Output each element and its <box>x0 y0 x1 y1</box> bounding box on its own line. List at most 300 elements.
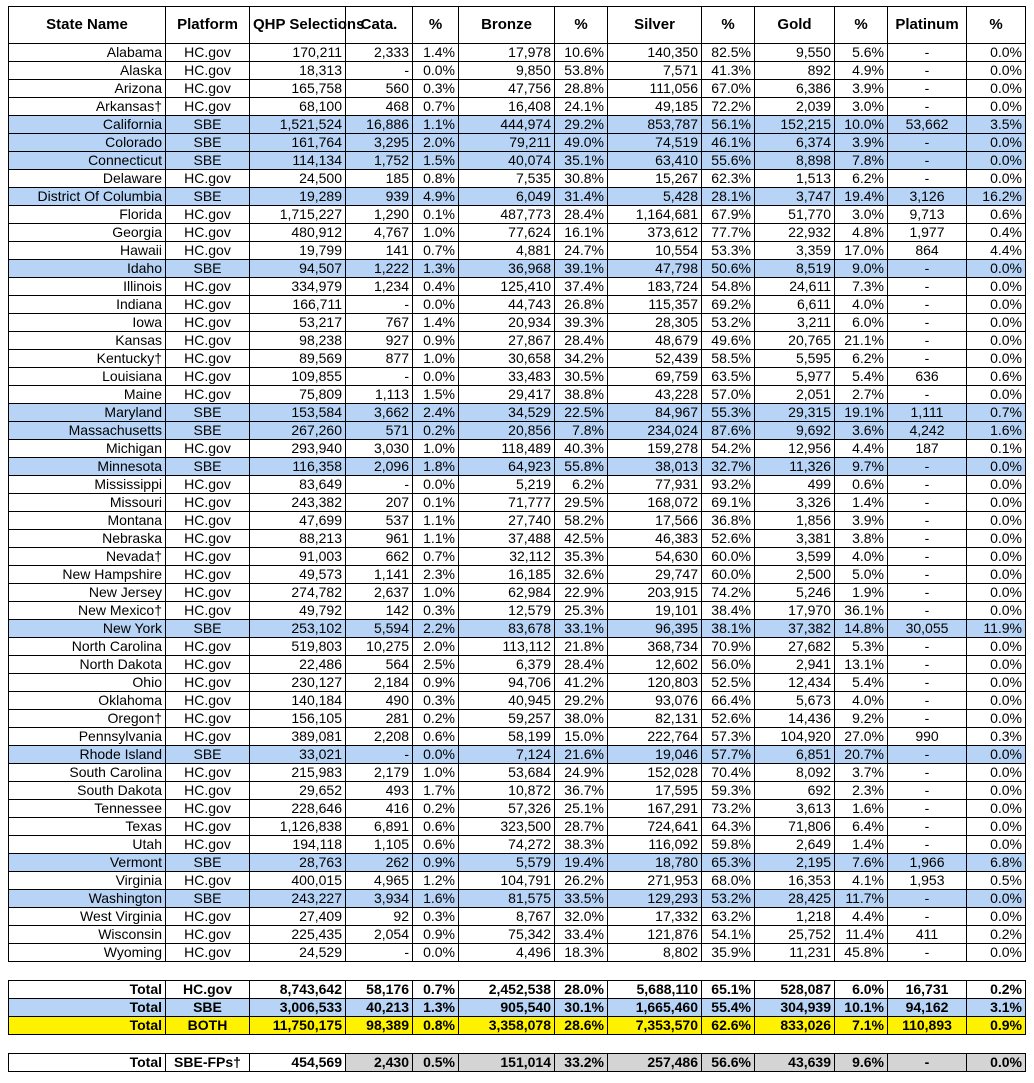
state-row <box>9 278 1026 296</box>
table-cell: 493 <box>346 782 413 800</box>
table-cell: 33,021 <box>250 746 346 764</box>
table-cell: 0.0% <box>967 62 1026 80</box>
table-cell: - <box>888 1054 967 1072</box>
table-cell: HC.gov <box>166 440 250 458</box>
table-cell: 0.0% <box>967 458 1026 476</box>
table-cell: 8,092 <box>755 764 835 782</box>
table-cell: Colorado <box>9 134 166 152</box>
table-cell: - <box>888 512 967 530</box>
table-cell: 2.7% <box>835 386 888 404</box>
table-cell: Arkansas† <box>9 98 166 116</box>
table-cell: 2,195 <box>755 854 835 872</box>
table-cell: 0.3% <box>967 728 1026 746</box>
table-cell: 56.0% <box>702 656 755 674</box>
table-cell: Michigan <box>9 440 166 458</box>
table-cell: - <box>888 656 967 674</box>
table-cell: 74.2% <box>702 584 755 602</box>
table-cell: 444,974 <box>459 116 555 134</box>
table-cell: 3,381 <box>755 530 835 548</box>
table-cell: 33.2% <box>555 1054 608 1072</box>
table-cell: 57.0% <box>702 386 755 404</box>
state-row <box>9 710 1026 728</box>
table-cell: 27,740 <box>459 512 555 530</box>
table-cell: Massachusetts <box>9 422 166 440</box>
table-cell: 411 <box>888 926 967 944</box>
table-cell: 2,637 <box>346 584 413 602</box>
table-cell: 91,003 <box>250 548 346 566</box>
table-cell: 207 <box>346 494 413 512</box>
state-row <box>9 674 1026 692</box>
table-cell: Georgia <box>9 224 166 242</box>
table-cell: 40.3% <box>555 440 608 458</box>
table-cell: BOTH <box>166 1017 250 1035</box>
table-cell: 3.8% <box>835 530 888 548</box>
table-cell: 9,713 <box>888 206 967 224</box>
table-cell: 167,291 <box>608 800 702 818</box>
table-cell: 230,127 <box>250 674 346 692</box>
table-cell: 0.0% <box>413 62 459 80</box>
table-cell: 3.0% <box>835 98 888 116</box>
table-cell: SBE <box>166 404 250 422</box>
table-cell: 281 <box>346 710 413 728</box>
table-cell: 662 <box>346 548 413 566</box>
table-cell: 927 <box>346 332 413 350</box>
table-cell: 44,743 <box>459 296 555 314</box>
table-cell: South Dakota <box>9 782 166 800</box>
table-cell: 69,759 <box>608 368 702 386</box>
table-cell: 28,425 <box>755 890 835 908</box>
table-cell: Missouri <box>9 494 166 512</box>
table-cell: 6,851 <box>755 746 835 764</box>
table-cell: 2.0% <box>413 638 459 656</box>
state-row <box>9 818 1026 836</box>
table-cell: HC.gov <box>166 512 250 530</box>
table-cell: 7.3% <box>835 278 888 296</box>
table-cell: 4,767 <box>346 224 413 242</box>
table-cell: HC.gov <box>166 656 250 674</box>
table-cell: 104,920 <box>755 728 835 746</box>
header-row <box>9 7 1026 44</box>
table-cell: 243,227 <box>250 890 346 908</box>
table-cell: 6.4% <box>835 818 888 836</box>
table-cell: SBE <box>166 422 250 440</box>
table-cell: 1,977 <box>888 224 967 242</box>
state-row <box>9 620 1026 638</box>
table-cell: 10.0% <box>835 116 888 134</box>
table-cell: 98,238 <box>250 332 346 350</box>
table-cell: HC.gov <box>166 800 250 818</box>
table-cell: 28.1% <box>702 188 755 206</box>
table-cell: 0.2% <box>967 926 1026 944</box>
table-cell: 3,030 <box>346 440 413 458</box>
table-cell: HC.gov <box>166 602 250 620</box>
table-cell: 60.0% <box>702 566 755 584</box>
table-cell: 7,571 <box>608 62 702 80</box>
table-cell: 0.9% <box>413 854 459 872</box>
table-cell: 140,350 <box>608 44 702 62</box>
table-cell: 9.2% <box>835 710 888 728</box>
table-cell: 0.0% <box>967 674 1026 692</box>
table-cell: 19.1% <box>835 404 888 422</box>
table-cell: 6.2% <box>555 476 608 494</box>
table-cell: 4,496 <box>459 944 555 962</box>
table-cell: 24,500 <box>250 170 346 188</box>
table-cell: 93,076 <box>608 692 702 710</box>
table-cell: 64.3% <box>702 818 755 836</box>
table-cell: 14.8% <box>835 620 888 638</box>
table-cell: New Jersey <box>9 584 166 602</box>
table-cell: 3,295 <box>346 134 413 152</box>
table-cell: 0.2% <box>967 981 1026 999</box>
table-cell: 38.1% <box>702 620 755 638</box>
table-cell: 1,164,681 <box>608 206 702 224</box>
table-cell: 2,096 <box>346 458 413 476</box>
table-cell: 58.5% <box>702 350 755 368</box>
table-cell: 52,439 <box>608 350 702 368</box>
table-cell: 28.4% <box>555 206 608 224</box>
table-cell: 33.5% <box>555 890 608 908</box>
table-cell: 5,594 <box>346 620 413 638</box>
table-cell: 18,780 <box>608 854 702 872</box>
table-cell: Wisconsin <box>9 926 166 944</box>
table-cell: 0.6% <box>967 368 1026 386</box>
table-cell: 0.8% <box>413 1017 459 1035</box>
table-cell: 692 <box>755 782 835 800</box>
state-row <box>9 854 1026 872</box>
table-cell: 15.0% <box>555 728 608 746</box>
table-cell: Alabama <box>9 44 166 62</box>
table-cell: 51,770 <box>755 206 835 224</box>
table-cell: 3.9% <box>835 512 888 530</box>
table-cell: 6.0% <box>835 981 888 999</box>
table-cell: 24,611 <box>755 278 835 296</box>
table-cell: 7,353,570 <box>608 1017 702 1035</box>
table-cell: 19.4% <box>555 854 608 872</box>
table-cell: 892 <box>755 62 835 80</box>
table-cell: 9,850 <box>459 62 555 80</box>
total-row <box>9 981 1026 999</box>
table-cell: 1.3% <box>413 260 459 278</box>
table-cell: 0.0% <box>967 170 1026 188</box>
table-cell: 109,855 <box>250 368 346 386</box>
table-cell: 1.1% <box>413 530 459 548</box>
table-cell: 104,791 <box>459 872 555 890</box>
table-cell: 2,333 <box>346 44 413 62</box>
column-header: Platform <box>166 7 250 44</box>
table-cell: HC.gov <box>166 674 250 692</box>
table-cell: 116,092 <box>608 836 702 854</box>
table-cell: Total <box>9 981 166 999</box>
table-cell: 151,014 <box>459 1054 555 1072</box>
table-cell: 293,940 <box>250 440 346 458</box>
table-cell: 1,752 <box>346 152 413 170</box>
table-cell: 156,105 <box>250 710 346 728</box>
table-cell: - <box>888 170 967 188</box>
table-cell: 8,743,642 <box>250 981 346 999</box>
table-cell: 3.0% <box>835 206 888 224</box>
table-cell: 0.6% <box>413 728 459 746</box>
table-cell: 0.7% <box>413 981 459 999</box>
table-cell: 0.0% <box>967 764 1026 782</box>
table-cell: 71,777 <box>459 494 555 512</box>
state-row <box>9 116 1026 134</box>
table-cell: New York <box>9 620 166 638</box>
table-cell: 2,039 <box>755 98 835 116</box>
table-cell: Arizona <box>9 80 166 98</box>
table-cell: 368,734 <box>608 638 702 656</box>
table-cell: 4.0% <box>835 296 888 314</box>
table-cell: 71,806 <box>755 818 835 836</box>
table-cell: 40,074 <box>459 152 555 170</box>
table-cell: 3,934 <box>346 890 413 908</box>
table-cell: - <box>888 692 967 710</box>
table-cell: 0.0% <box>967 476 1026 494</box>
table-cell: 10.1% <box>835 999 888 1017</box>
table-cell: 499 <box>755 476 835 494</box>
table-cell: 16.1% <box>555 224 608 242</box>
table-cell: 19.4% <box>835 188 888 206</box>
table-cell: 0.0% <box>967 800 1026 818</box>
state-row <box>9 782 1026 800</box>
table-cell: 35.3% <box>555 548 608 566</box>
table-cell: 18,313 <box>250 62 346 80</box>
table-cell: 75,809 <box>250 386 346 404</box>
table-cell: 30,658 <box>459 350 555 368</box>
table-cell: 5,977 <box>755 368 835 386</box>
table-cell: 2,452,538 <box>459 981 555 999</box>
table-cell: New Hampshire <box>9 566 166 584</box>
table-cell: 140,184 <box>250 692 346 710</box>
table-cell: 6,611 <box>755 296 835 314</box>
table-cell: 262 <box>346 854 413 872</box>
table-cell: 0.0% <box>967 548 1026 566</box>
table-cell: HC.gov <box>166 926 250 944</box>
table-cell: 36.7% <box>555 782 608 800</box>
table-cell: 170,211 <box>250 44 346 62</box>
table-cell: 38.8% <box>555 386 608 404</box>
table-cell: 11,750,175 <box>250 1017 346 1035</box>
table-cell: 257,486 <box>608 1054 702 1072</box>
table-cell: 7.6% <box>835 854 888 872</box>
table-cell: 11.7% <box>835 890 888 908</box>
table-cell: 29.5% <box>555 494 608 512</box>
table-cell: 400,015 <box>250 872 346 890</box>
table-cell: 2,051 <box>755 386 835 404</box>
table-cell: SBE <box>166 116 250 134</box>
table-cell: 1.7% <box>413 782 459 800</box>
table-cell: 480,912 <box>250 224 346 242</box>
state-row <box>9 368 1026 386</box>
table-cell: 22,486 <box>250 656 346 674</box>
table-cell: 6,379 <box>459 656 555 674</box>
state-row <box>9 296 1026 314</box>
table-cell: 48,679 <box>608 332 702 350</box>
table-cell: 22.5% <box>555 404 608 422</box>
table-cell: 55.3% <box>702 404 755 422</box>
table-cell: 1.4% <box>835 836 888 854</box>
table-cell: 1,234 <box>346 278 413 296</box>
table-cell: 38.3% <box>555 836 608 854</box>
table-cell: - <box>888 98 967 116</box>
table-cell: 4.8% <box>835 224 888 242</box>
state-row <box>9 62 1026 80</box>
table-cell: 11.9% <box>967 620 1026 638</box>
table-cell: 6,891 <box>346 818 413 836</box>
table-cell: 28,305 <box>608 314 702 332</box>
table-cell: 36,968 <box>459 260 555 278</box>
column-header: % <box>967 7 1026 44</box>
table-cell: 2,430 <box>346 1054 413 1072</box>
table-cell: 43,639 <box>755 1054 835 1072</box>
table-cell: 304,939 <box>755 999 835 1017</box>
table-cell: Connecticut <box>9 152 166 170</box>
column-header: Cata. <box>346 7 413 44</box>
table-cell: 111,056 <box>608 80 702 98</box>
table-cell: 29.2% <box>555 116 608 134</box>
table-cell: 28.7% <box>555 818 608 836</box>
table-cell: 53.2% <box>702 314 755 332</box>
table-cell: HC.gov <box>166 818 250 836</box>
total-row <box>9 1017 1026 1035</box>
table-cell: 0.0% <box>967 530 1026 548</box>
state-row <box>9 584 1026 602</box>
table-cell: 81,575 <box>459 890 555 908</box>
table-cell: 0.6% <box>835 476 888 494</box>
table-cell: Oklahoma <box>9 692 166 710</box>
fp-total-row <box>9 1054 1026 1072</box>
table-cell: 29,652 <box>250 782 346 800</box>
table-cell: 31.4% <box>555 188 608 206</box>
table-cell: 4,965 <box>346 872 413 890</box>
table-cell: 2.0% <box>413 134 459 152</box>
table-cell: 63.5% <box>702 368 755 386</box>
table-cell: HC.gov <box>166 242 250 260</box>
state-row <box>9 152 1026 170</box>
table-cell: 5.4% <box>835 368 888 386</box>
table-cell: 877 <box>346 350 413 368</box>
table-cell: 49,185 <box>608 98 702 116</box>
table-cell: 43,228 <box>608 386 702 404</box>
table-cell: Pennsylvania <box>9 728 166 746</box>
table-cell: 222,764 <box>608 728 702 746</box>
table-cell: 16,886 <box>346 116 413 134</box>
table-cell: 168,072 <box>608 494 702 512</box>
table-cell: - <box>888 746 967 764</box>
table-cell: 0.1% <box>413 206 459 224</box>
table-cell: North Dakota <box>9 656 166 674</box>
table-cell: 12,602 <box>608 656 702 674</box>
table-cell: 38.0% <box>555 710 608 728</box>
table-cell: 46.1% <box>702 134 755 152</box>
state-row <box>9 350 1026 368</box>
table-cell: 53.8% <box>555 62 608 80</box>
table-cell: 37,488 <box>459 530 555 548</box>
table-cell: 2,179 <box>346 764 413 782</box>
table-cell: 16,731 <box>888 981 967 999</box>
table-cell: California <box>9 116 166 134</box>
table-cell: South Carolina <box>9 764 166 782</box>
table-cell: 83,678 <box>459 620 555 638</box>
column-header: % <box>555 7 608 44</box>
table-cell: 194,118 <box>250 836 346 854</box>
table-cell: 56.1% <box>702 116 755 134</box>
table-cell: 0.7% <box>413 242 459 260</box>
table-cell: HC.gov <box>166 386 250 404</box>
table-cell: - <box>888 710 967 728</box>
table-cell: Virginia <box>9 872 166 890</box>
table-cell: 0.6% <box>967 206 1026 224</box>
table-cell: 0.3% <box>413 80 459 98</box>
table-cell: 1,126,838 <box>250 818 346 836</box>
table-cell: 864 <box>888 242 967 260</box>
state-row <box>9 692 1026 710</box>
table-cell: 0.0% <box>967 350 1026 368</box>
table-cell: - <box>888 818 967 836</box>
table-cell: 10,275 <box>346 638 413 656</box>
table-cell: 94,706 <box>459 674 555 692</box>
table-cell: 2.5% <box>413 656 459 674</box>
table-cell: Total <box>9 1017 166 1035</box>
table-cell: SBE <box>166 134 250 152</box>
state-row <box>9 422 1026 440</box>
table-cell: HC.gov <box>166 494 250 512</box>
table-cell: SBE <box>166 746 250 764</box>
table-cell: 72.2% <box>702 98 755 116</box>
table-cell: 18.3% <box>555 944 608 962</box>
table-cell: 0.6% <box>413 836 459 854</box>
table-cell: 53.3% <box>702 242 755 260</box>
table-cell: 13.1% <box>835 656 888 674</box>
table-cell: 34.2% <box>555 350 608 368</box>
table-cell: - <box>888 278 967 296</box>
table-cell: 21.6% <box>555 746 608 764</box>
table-cell: 70.9% <box>702 638 755 656</box>
table-cell: 69.1% <box>702 494 755 512</box>
table-cell: 853,787 <box>608 116 702 134</box>
table-cell: 939 <box>346 188 413 206</box>
table-cell: 125,410 <box>459 278 555 296</box>
table-cell: 63.2% <box>702 908 755 926</box>
table-cell: Kansas <box>9 332 166 350</box>
table-cell: 4.4% <box>835 440 888 458</box>
table-cell: 49.0% <box>555 134 608 152</box>
table-cell: 519,803 <box>250 638 346 656</box>
table-cell: 0.0% <box>413 368 459 386</box>
table-cell: 6,374 <box>755 134 835 152</box>
table-cell: Texas <box>9 818 166 836</box>
table-cell: 5.3% <box>835 638 888 656</box>
state-row <box>9 440 1026 458</box>
table-cell: 28.6% <box>555 1017 608 1035</box>
table-cell: 3,599 <box>755 548 835 566</box>
table-cell: 6,386 <box>755 80 835 98</box>
table-cell: 8,767 <box>459 908 555 926</box>
table-cell: 1,715,227 <box>250 206 346 224</box>
table-cell: 0.0% <box>967 44 1026 62</box>
state-row <box>9 638 1026 656</box>
table-cell: 2,054 <box>346 926 413 944</box>
state-row <box>9 566 1026 584</box>
table-cell: 7,124 <box>459 746 555 764</box>
table-cell: 32.7% <box>702 458 755 476</box>
table-cell: 25,752 <box>755 926 835 944</box>
table-cell: HC.gov <box>166 62 250 80</box>
table-cell: 1.0% <box>413 440 459 458</box>
table-cell: 115,357 <box>608 296 702 314</box>
table-cell: 2.3% <box>835 782 888 800</box>
table-cell: 41.3% <box>702 62 755 80</box>
state-row <box>9 206 1026 224</box>
